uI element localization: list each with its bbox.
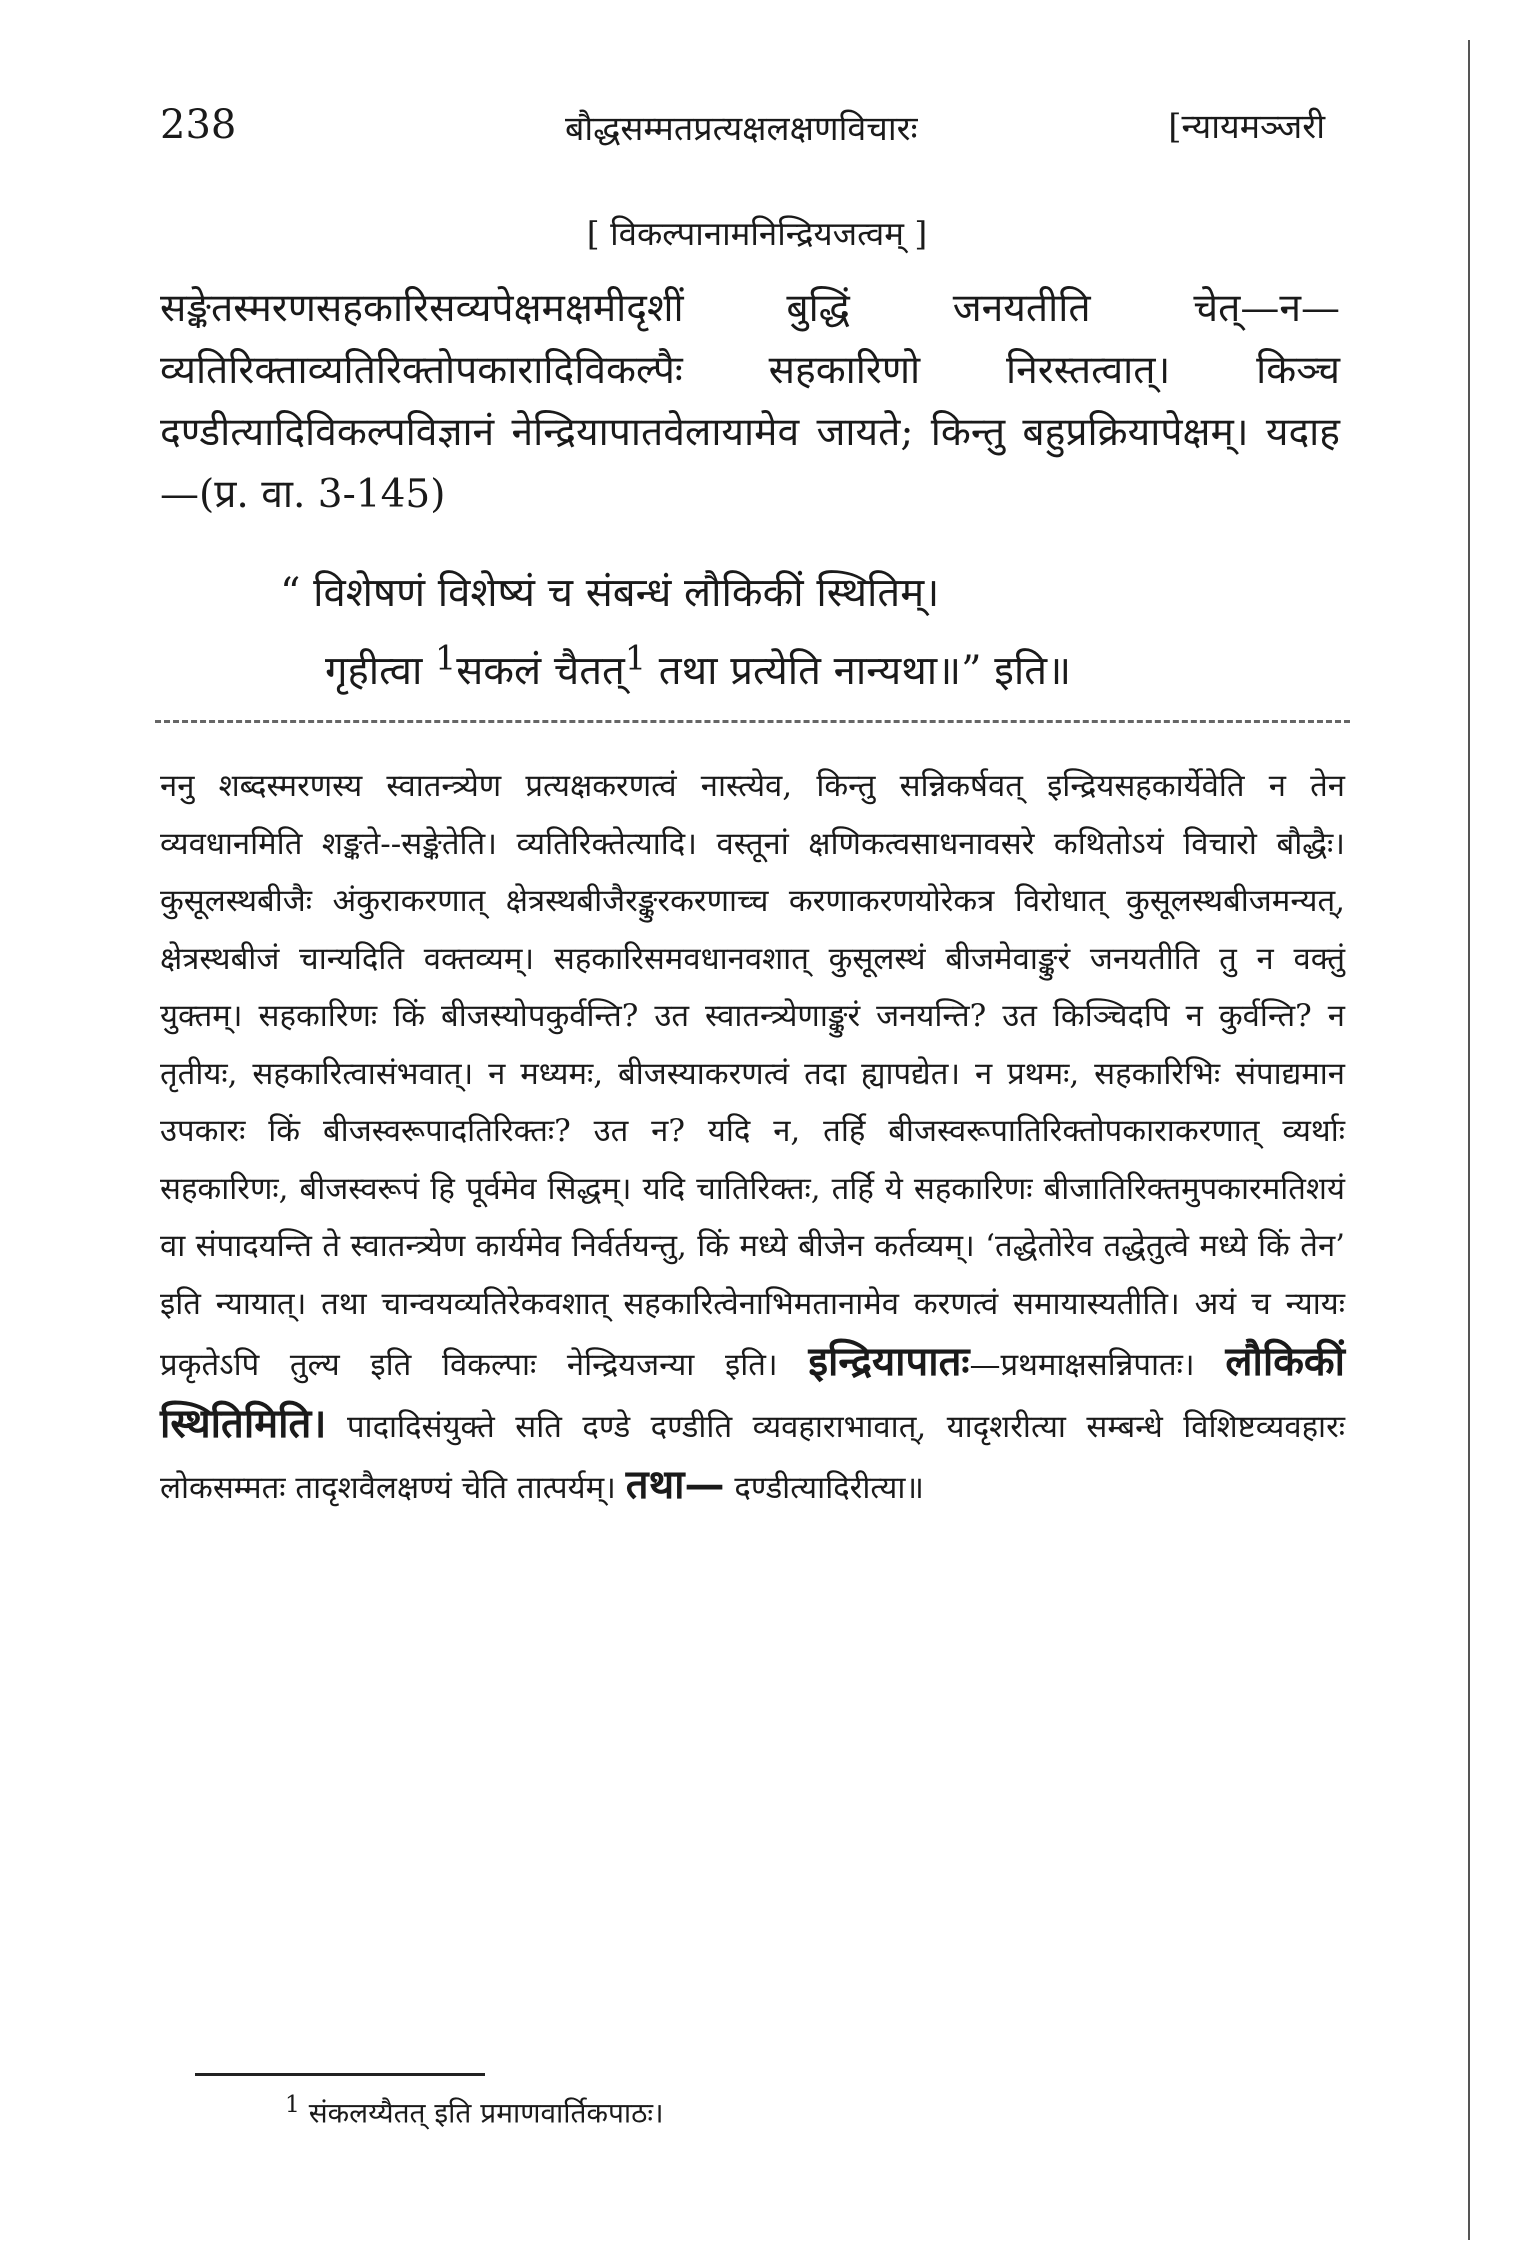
book-title: [न्यायमञ्जरी bbox=[1168, 107, 1325, 147]
verse-line-2-start: गृहीत्वा bbox=[325, 648, 436, 695]
commentary-end: दण्डीत्यादिरीत्या॥ bbox=[734, 1470, 924, 1506]
footnote-marker: 1 bbox=[285, 2090, 300, 2118]
verse-line-2-end: तथा प्रत्येति नान्यथा॥” इति॥ bbox=[646, 648, 1072, 695]
footnote-ref-1: 1 bbox=[435, 639, 457, 678]
page-number: 238 bbox=[160, 102, 237, 148]
running-header bbox=[155, 102, 1355, 152]
commentary-term-gloss: —प्रथमाक्षसन्निपातः। bbox=[969, 1347, 1195, 1383]
page-edge-line bbox=[1468, 40, 1470, 2240]
verse-line-1: “ विशेषणं विशेष्यं च संबन्धं लौकिकीं स्थितिम्। bbox=[280, 570, 940, 616]
footnote-rule bbox=[195, 2073, 485, 2076]
verse-line-2 bbox=[280, 639, 1072, 695]
footnote bbox=[285, 2090, 664, 2131]
verse-variant-reading: सकलं चैतत् bbox=[456, 648, 625, 695]
commentary-part-2: पादादिसंयुक्ते सति दण्डे दण्डीति व्यवहाराभावात्, यादृशरीत्या सम्बन्धे विशिष्टव्यवहारः लोकसम्मतः तादृशवैलक्षण्यं चेति तात्पर्यम्। bbox=[160, 1408, 1346, 1506]
commentary-term-label: इन्द्रियापातः bbox=[808, 1338, 970, 1385]
footnote-ref-1-end: 1 bbox=[624, 639, 647, 678]
quoted-verse bbox=[280, 560, 1340, 704]
commentary-tatha: तथा— bbox=[625, 1461, 725, 1508]
section-heading: [ विकल्पानामनिन्द्रियजत्वम् ] bbox=[586, 214, 928, 253]
commentary-part-1: ननु शब्दस्मरणस्य स्वातन्त्र्येण प्रत्यक्षकरणत्वं नास्त्येव, किन्तु सन्निकर्षवत् इन्द्रियसहकार्येवेति न तेन व्यवधानमिति शङ्कते--सङ्केतेति। व्यतिरिक्तेत्यादि। वस्तूनां क्षणिकत्वसाधनावसरे कथितोऽयं विचारो बौद्धैः। कुसूलस्थबीजैः अंकुराकरणात् क्षेत्रस्थबीजैरङ्कुरकरणाच्च करणाकरणयोरेकत्र विरोधात् कुसूलस्थबीजमन्यत्, क्षेत्रस्थबीजं चान्यदिति वक्तव्यम्। सहकारिसमवधानवशात् कुसूलस्थं बीजमेवाङ्कुरं जनयतीति तु न वक्तुं युक्तम्। सहकारिणः किं बीजस्योपकुर्वन्ति? उत स्वातन्त्र्येणाङ्कुरं जनयन्ति? उत किञ्चिदपि न कुर्वन्ति? न तृतीयः, सहकारित्वासंभवात्। न मध्यमः, बीजस्याकरणत्वं तदा ह्यापद्येत। न प्रथमः, सहकारिभिः संपाद्यमान उपकारः किं बीजस्वरूपादतिरिक्तः? उत न? यदि न, तर्हि बीजस्वरूपातिरिक्तोपकाराकरणात् व्यर्थाः सहकारिणः, बीजस्वरूपं हि पूर्वमेव सिद्धम्। यदि चातिरिक्तः, तर्हि ये सहकारिणः बीजातिरिक्तमुपकारमतिशयं वा संपादयन्ति ते स्वातन्त्र्येण कार्यमेव निर्वर्तयन्तु, किं मध्ये बीजेन कर्तव्यम्। ‘तद्धेतोरेव तद्धेतुत्वे मध्ये किं तेन’ इति न्यायात्। तथा चान्वयव्यतिरेकवशात् सहकारित्वेनाभिमतानामेव करणत्वं समायास्यतीति। अयं च न्यायः प्रकृतेऽपि तुल्य इति विकल्पाः नेन्द्रियजन्या इति। bbox=[160, 768, 1345, 1383]
footnote-text: संकलय्यैतत् इति प्रमाणवार्तिकपाठः। bbox=[308, 2096, 664, 2130]
main-text-paragraph: सङ्केतस्मरणसहकारिसव्यपेक्षमक्षमीदृशीं बुद्धिं जनयतीति चेत्—न—व्यतिरिक्ताव्यतिरिक्तोपकारादिविकल्पैः सहकारिणो निरस्तत्वात्। किञ्च दण्डीत्यादिविकल्पविज्ञानं नेन्द्रियापातवेलायामेव जायते; किन्तु बहुप्रक्रियापेक्षम्। यदाह—(प्र. वा. 3-145) bbox=[160, 286, 1340, 517]
running-title: बौद्धसम्मतप्रत्यक्षलक्षणविचारः bbox=[565, 109, 918, 149]
commentary-paragraph bbox=[160, 758, 1345, 1518]
dotted-separator bbox=[155, 720, 1350, 723]
commentary-lemma: लौकिकीं स्थितिमिति। bbox=[160, 1338, 1345, 1447]
